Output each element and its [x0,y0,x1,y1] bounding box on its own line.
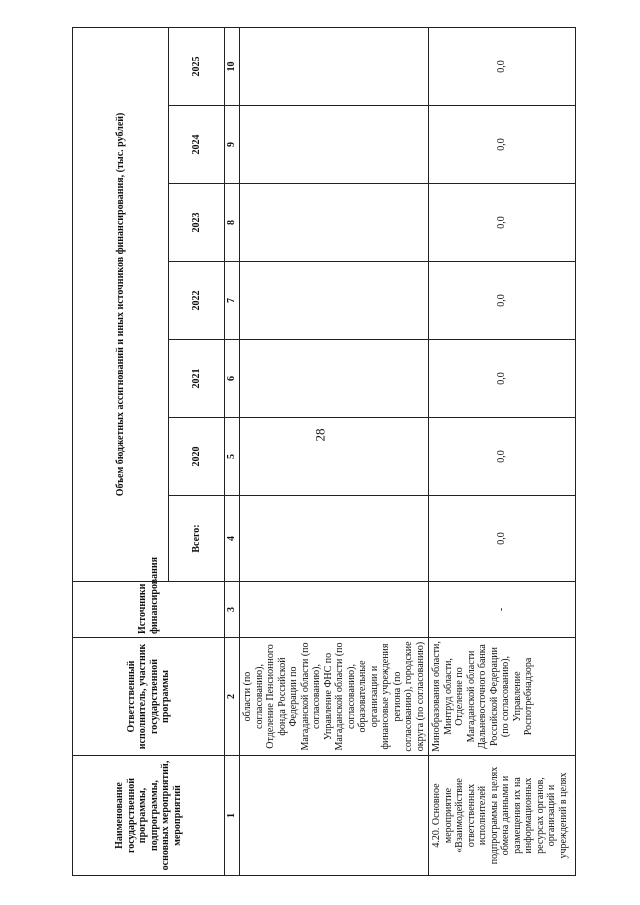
header-funding-source: Источники финансирования [73,582,225,638]
header-year-2024: 2024 [169,106,225,184]
page-number: 28 [312,428,327,442]
row-value-2020: 0,0 [429,418,576,496]
header-funding-group: Объем бюджетных ассигнований и иных источников финансирования, (тыс. рублей) [73,27,169,581]
column-number: 6 [225,340,240,418]
column-number: 3 [225,582,240,638]
row-funding-source [240,582,429,638]
program-table-sheet [72,28,576,876]
column-number: 10 [225,27,240,105]
row-value-2023 [240,184,429,262]
column-number-row [225,27,240,875]
financing-table [72,27,576,876]
row-total [240,496,429,582]
column-number: 2 [225,638,240,756]
header-year-2025: 2025 [169,27,225,105]
column-number: 1 [225,756,240,876]
column-number: 5 [225,418,240,496]
row-funding-source: - [429,582,576,638]
row-value-2023: 0,0 [429,184,576,262]
header-year-2021: 2021 [169,340,225,418]
row-value-2024: 0,0 [429,106,576,184]
header-year-2020: 2020 [169,418,225,496]
column-number: 7 [225,262,240,340]
row-value-2021: 0,0 [429,340,576,418]
row-program-name: 4.20. Основное мероприятие «Взаимодействие ответственных исполнителей подпрограммы в целях обмена данными и размещения их на информационных ресурсах органов, организаций и учреждений в целях [429,756,576,876]
row-value-2025 [240,27,429,105]
row-executor: Минобразования области, Минтруд области, Отделение по Магаданской области Дальневосточного банка Российской Федерации (по согласованию), Управление Роспотребнадзора [429,638,576,756]
header-total: Всего: [169,496,225,582]
row-value-2025: 0,0 [429,27,576,105]
header-year-2022: 2022 [169,262,225,340]
column-number: 8 [225,184,240,262]
row-value-2022 [240,262,429,340]
row-value-2021 [240,340,429,418]
column-number: 4 [225,496,240,582]
header-year-2023: 2023 [169,184,225,262]
row-total: 0,0 [429,496,576,582]
row-value-2020 [240,418,429,496]
row-executor: области (по согласованию), Отделение Пенсионного фонда Российской Федерации по Магаданской области (по согласованию), Управление ФНС по Магаданской области (по согласованию), образовательные организации и финансовые учреждения региона (по согласованию), городские округа (по согласованию) [240,638,429,756]
header-executor: Ответственный исполнитель, участник государственной программы [73,638,225,756]
row-program-name [240,756,429,876]
table-row [429,27,576,875]
row-value-2024 [240,106,429,184]
column-number: 9 [225,106,240,184]
table-row [240,27,429,875]
header-program-name: Наименование государственной программы, подпрограммы, основных мероприятий, мероприятий [73,756,225,876]
row-value-2022: 0,0 [429,262,576,340]
